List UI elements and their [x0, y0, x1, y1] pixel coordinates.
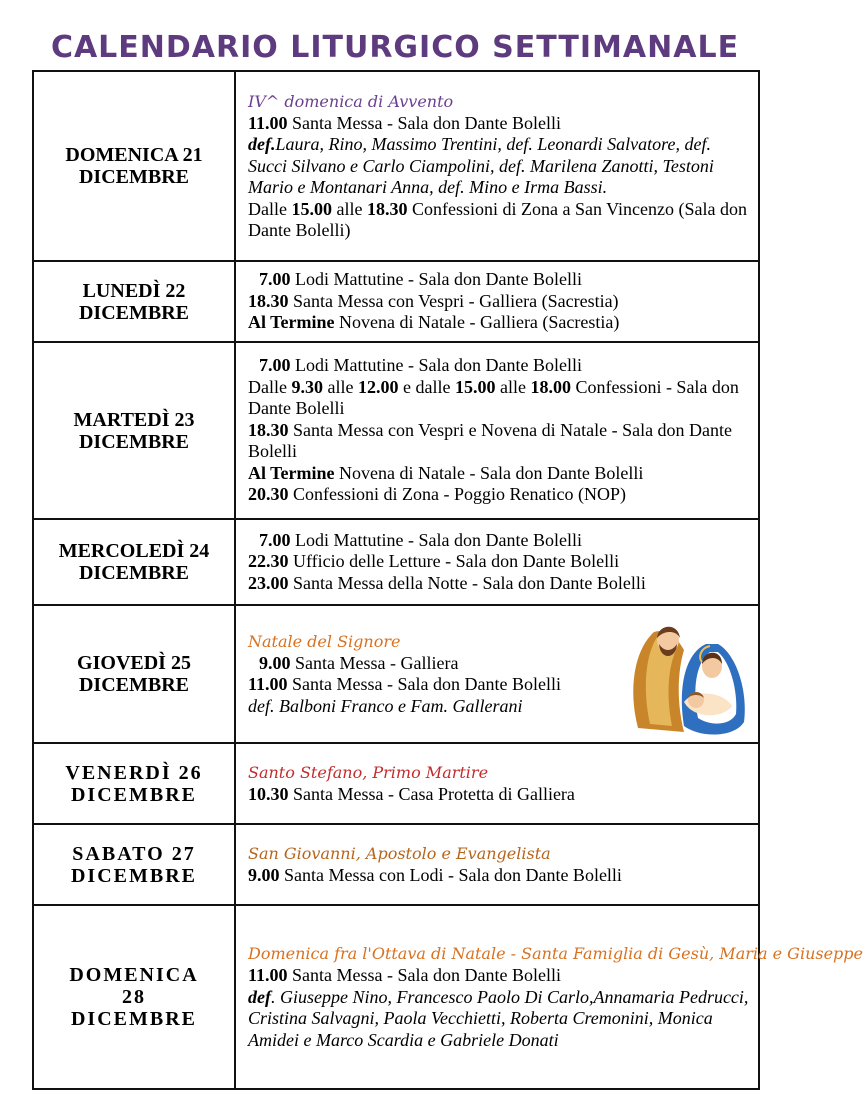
event-time: 23.00 [248, 572, 289, 593]
event-time: 11.00 [248, 112, 288, 133]
event-text: Santa Messa - Galliera [290, 652, 459, 673]
event-line [248, 484, 750, 506]
day-label: DOMENICA 21 [65, 144, 203, 166]
event-text: Santa Messa della Notte - Sala don Dante Bolelli [288, 572, 646, 593]
event-line [248, 784, 750, 806]
event-text: alle [331, 198, 367, 219]
event-time: 20.30 [248, 484, 289, 505]
intentions-line: def. Balboni Franco e Fam. Gallerani [248, 695, 523, 716]
calendar-table [32, 70, 863, 1090]
event-time: 7.00 [259, 355, 291, 376]
event-text: Santa Messa - Sala don Dante Bolelli [287, 965, 561, 985]
events-cell [235, 342, 759, 519]
event-time: 18.00 [530, 376, 571, 397]
day-label: VENERDÌ 26 [65, 761, 203, 784]
event-text: Dalle [248, 198, 292, 219]
event-text: Confessioni di Zona a San Vincenzo (Sala don Dante Bolelli) [248, 198, 747, 240]
event-time: Al Termine [248, 462, 335, 483]
event-time: 15.00 [454, 376, 496, 397]
month-label: DICEMBRE [78, 301, 189, 324]
event-time: 9.30 [291, 376, 323, 397]
day-number: 28 [122, 986, 146, 1008]
event-text: Santa Messa - Sala don Dante Bolelli [287, 112, 561, 133]
feast-title: Natale del Signore [248, 631, 401, 651]
event-time: 7.00 [259, 529, 291, 550]
month-label: DICEMBRE [78, 674, 189, 696]
day-cell [33, 342, 235, 519]
intentions-text: Laura, Rino, Massimo Trentini, def. Leonardi Salvatore, def. Succi Silvano e Carlo Ciampolini, def. Marilena Zanotti, Testoni Mario e Montanari Anna, def. Mino e Irma Bassi. [248, 134, 714, 197]
month-label: DICEMBRE [78, 166, 189, 188]
month-label: DICEMBRE [70, 783, 197, 806]
event-text: Santa Messa - Sala don Dante Bolelli [287, 674, 561, 695]
events-cell [235, 71, 759, 261]
calendar-row [33, 519, 759, 605]
event-line [248, 865, 750, 887]
events-cell [235, 905, 863, 1089]
event-text: Novena di Natale - Galliera (Sacrestia) [334, 312, 620, 333]
event-line [248, 420, 750, 463]
events-cell [235, 824, 759, 905]
month-label: DICEMBRE [70, 864, 197, 887]
event-text: alle [322, 376, 358, 397]
event-text: Santa Messa con Vespri - Galliera (Sacrestia) [288, 290, 619, 311]
day-cell [33, 261, 235, 342]
def-label: def. [248, 134, 276, 154]
day-cell [33, 905, 235, 1089]
event-time: Al Termine [248, 312, 335, 333]
event-line [248, 463, 750, 485]
event-text: Lodi Mattutine - Sala don Dante Bolelli [290, 269, 582, 290]
event-line [248, 551, 750, 573]
event-line [248, 355, 750, 377]
page-title: CALENDARIO LITURGICO SETTIMANALE [50, 30, 740, 65]
event-line [248, 530, 750, 552]
event-time: 18.30 [248, 419, 289, 440]
day-cell [33, 71, 235, 261]
event-time: 7.00 [259, 269, 291, 290]
day-label: GIOVEDÌ 25 [77, 652, 191, 674]
event-time: 15.00 [291, 198, 332, 219]
calendar-row [33, 743, 759, 824]
day-cell [33, 743, 235, 824]
event-line [248, 199, 750, 242]
day-cell [33, 824, 235, 905]
event-line [248, 312, 750, 334]
event-time: 12.00 [357, 376, 399, 397]
event-text: Ufficio delle Letture - Sala don Dante Bolelli [288, 551, 620, 572]
feast-title: San Giovanni, Apostolo e Evangelista [248, 843, 551, 863]
event-time: 9.00 [259, 652, 291, 673]
event-text: Santa Messa con Lodi - Sala don Dante Bolelli [279, 864, 622, 885]
intentions-text: . Giuseppe Nino, Francesco Paolo Di Carlo,Annamaria Pedrucci, Cristina Salvagni, Paola Vecchietti, Roberta Cremonini, Monica Amidei e Marco Scardia e Gabriele Donati [248, 986, 749, 1050]
def-label: def [248, 986, 271, 1007]
event-text: Lodi Mattutine - Sala don Dante Bolelli [290, 355, 582, 376]
intentions-line [248, 134, 750, 199]
calendar-row [33, 342, 759, 519]
month-label: DICEMBRE [78, 562, 189, 584]
event-text: Santa Messa con Vespri e Novena di Natale - Sala don Dante Bolelli [248, 419, 733, 462]
event-time: 18.30 [366, 198, 408, 219]
event-text: Confessioni - Sala don Dante Bolelli [248, 376, 739, 419]
event-line [248, 291, 750, 313]
event-line [248, 965, 750, 987]
feast-title: IV^ domenica di Avvento [248, 91, 454, 111]
events-cell [235, 519, 759, 605]
calendar-row [33, 605, 759, 743]
event-text: Lodi Mattutine - Sala don Dante Bolelli [290, 529, 582, 550]
day-cell [33, 519, 235, 605]
event-line [248, 573, 750, 595]
event-text: Confessioni di Zona - Poggio Renatico (NOP) [288, 484, 626, 505]
events-cell [235, 261, 759, 342]
event-text: alle [495, 376, 531, 397]
intentions-line [248, 987, 750, 1052]
calendar-row [33, 905, 759, 1089]
event-time: 11.00 [248, 674, 288, 695]
event-text: e dalle [398, 376, 455, 397]
event-text: Santa Messa - Casa Protetta di Galliera [288, 783, 575, 804]
event-line [248, 113, 750, 135]
event-time: 11.00 [248, 965, 288, 985]
event-time: 18.30 [248, 290, 289, 311]
calendar-row [33, 824, 759, 905]
day-label: MERCOLEDÌ 24 [58, 540, 210, 562]
event-line [248, 377, 750, 420]
day-label: DOMENICA [69, 964, 199, 986]
feast-title: Domenica fra l'Ottava di Natale - Santa Famiglia di Gesù, Maria e Giuseppe [248, 944, 863, 963]
calendar-row [33, 261, 759, 342]
day-label: LUNEDÌ 22 [82, 279, 186, 302]
day-cell [33, 605, 235, 743]
holy-family-nativity-icon [614, 610, 754, 740]
event-text: Dalle [248, 376, 292, 397]
calendar-row [33, 71, 759, 261]
event-text: Novena di Natale - Sala don Dante Bolelli [334, 462, 644, 483]
month-label: DICEMBRE [78, 430, 189, 453]
event-line [248, 269, 750, 291]
month-label: DICEMBRE [70, 1008, 197, 1030]
events-cell [235, 743, 759, 824]
events-cell [235, 605, 759, 743]
day-label: SABATO 27 [72, 842, 196, 865]
day-label: MARTEDÌ 23 [73, 408, 195, 431]
event-time: 10.30 [248, 783, 289, 804]
feast-title: Santo Stefano, Primo Martire [248, 762, 489, 782]
event-time: 22.30 [248, 551, 289, 572]
event-time: 9.00 [248, 864, 280, 885]
